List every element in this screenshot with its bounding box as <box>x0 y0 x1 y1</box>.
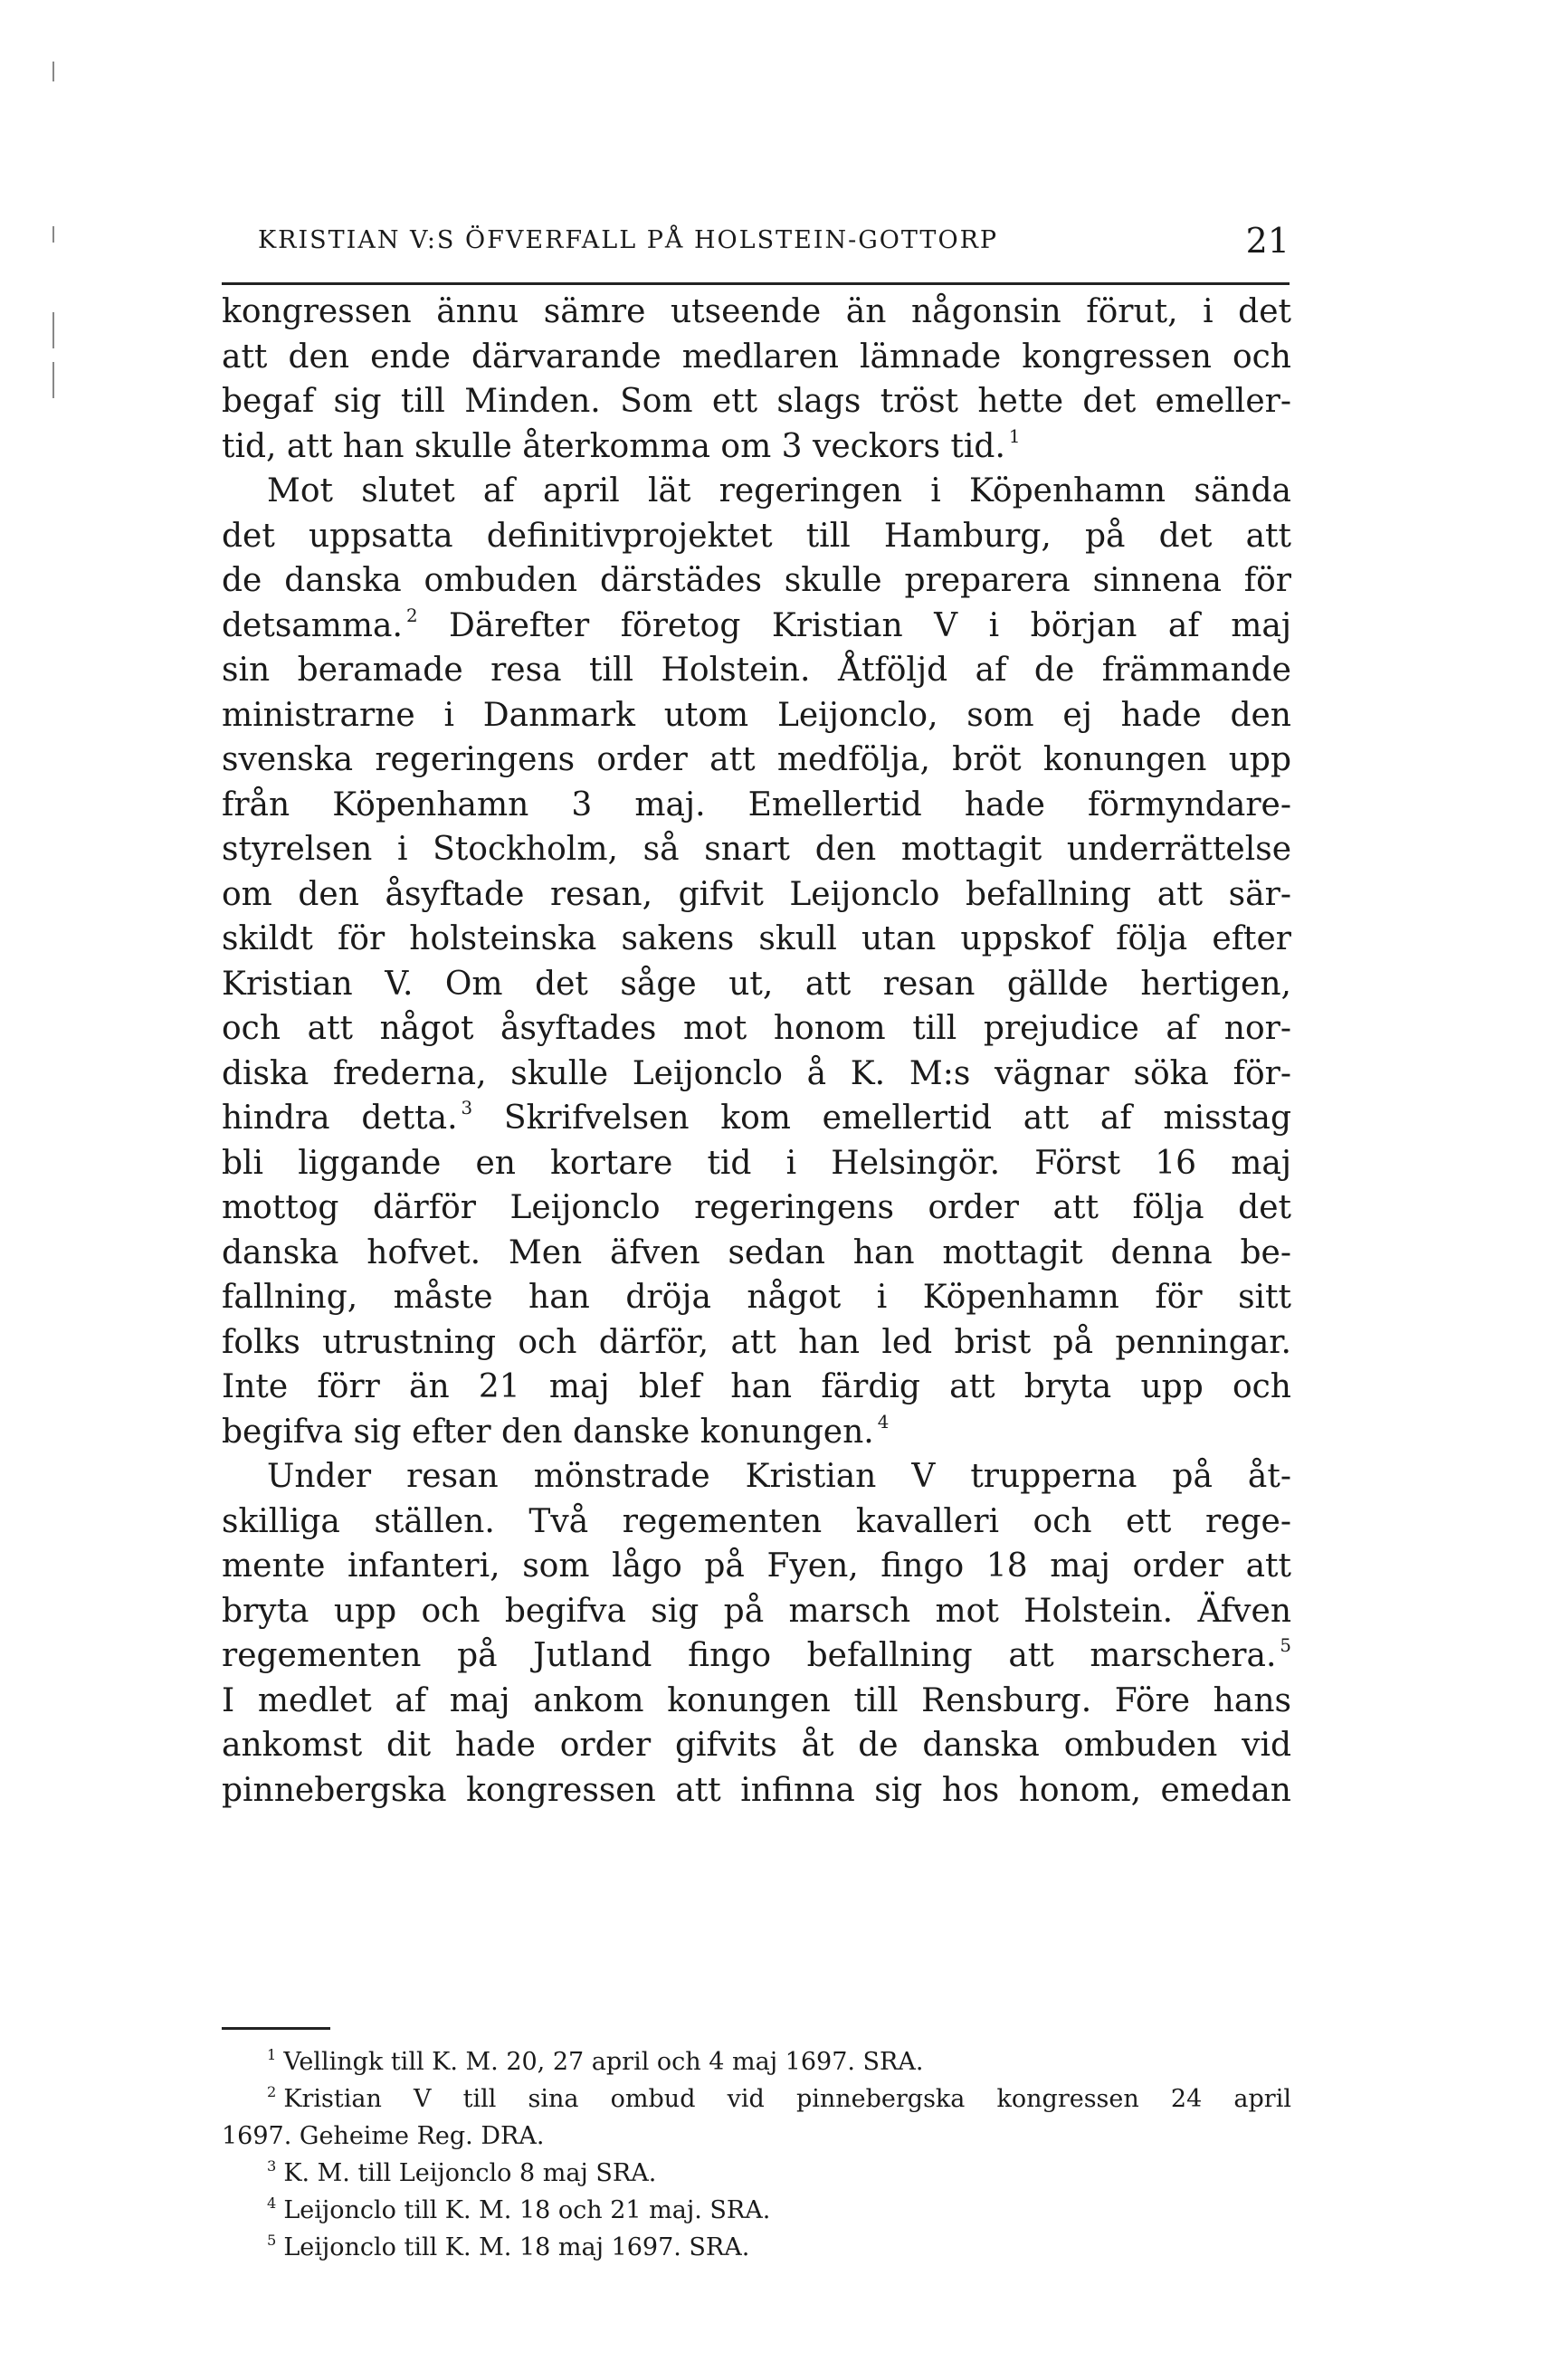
text-line: Mot slutet af april lät regeringen i Köpenhamn sända <box>267 472 1291 509</box>
footnote-text: 1697. Geheime Reg. DRA. <box>222 2122 545 2150</box>
text-line: danska hofvet. Men äfven sedan han mottagit denna be- <box>222 1233 1291 1271</box>
text-line: Inte förr än 21 maj blef han färdig att bryta upp och <box>222 1368 1291 1405</box>
text-line: diska frederna, skulle Leijonclo å K. M:s vägnar söka för- <box>222 1054 1291 1092</box>
footnote-marker: 2 <box>405 605 418 626</box>
text-line: Kristian V. Om det såge ut, att resan gällde hertigen, <box>222 965 1291 1003</box>
footnote-mark: 2 <box>267 2082 277 2100</box>
text-line: mente infanteri, som lågo på Fyen, fingo 18 maj order att <box>222 1547 1291 1585</box>
footnotes <box>222 2043 1291 2266</box>
footnote-text: Kristian V till sina ombud vid pinnebergska kongressen 24 april <box>283 2085 1291 2113</box>
scan-speck <box>52 362 54 398</box>
text-line: om den åsyftade resan, gifvit Leijonclo befallning att sär- <box>222 875 1291 913</box>
text-line: I medlet af maj ankom konungen till Rensburg. Före hans <box>222 1681 1291 1719</box>
text-line <box>222 1410 1291 1455</box>
text-line: och att något åsyftades mot honom till prejudice af nor- <box>222 1010 1291 1047</box>
footnote-marker: 1 <box>1008 425 1021 447</box>
text-line: begaf sig till Minden. Som ett slags tröst hette det emeller- <box>222 383 1291 420</box>
footnote <box>222 2080 1291 2118</box>
text-line: skilliga ställen. Två regementen kavalleri och ett rege- <box>222 1502 1291 1540</box>
footnote-rule <box>222 2027 330 2030</box>
footnote <box>222 2192 1291 2229</box>
text-line-content: Därefter företog Kristian V i början af maj <box>449 606 1291 644</box>
footnote <box>222 2229 1291 2266</box>
footnote-continuation <box>222 2118 1291 2155</box>
text-line <box>222 1096 1291 1141</box>
header-rule <box>222 282 1290 285</box>
footnote-text: Leijonclo till K. M. 18 maj 1697. SRA. <box>283 2233 750 2261</box>
text-line-content: detsamma. <box>222 606 403 644</box>
text-line-content: Skrifvelsen kom emellertid att af misstag <box>503 1100 1292 1137</box>
footnote-text: Leijonclo till K. M. 18 och 21 maj. SRA. <box>283 2196 771 2224</box>
text-line: det uppsatta definitivprojektet till Hamburg, på det att <box>222 517 1291 555</box>
text-line: bryta upp och begifva sig på marsch mot Holstein. Äfven <box>222 1592 1291 1630</box>
running-title: KRISTIAN V:S ÖFVERFALL PÅ HOLSTEIN-GOTTORP <box>258 226 999 254</box>
text-line: att den ende därvarande medlaren lämnade kongressen och <box>222 338 1291 376</box>
footnote-mark: 1 <box>267 2045 277 2063</box>
body-text <box>222 290 1291 1813</box>
text-line: ministrarne i Danmark utom Leijonclo, som ej hade den <box>222 696 1291 734</box>
footnote-mark: 3 <box>267 2156 277 2175</box>
text-line-content: regementen på Jutland fingo befallning att marschera. <box>222 1637 1277 1674</box>
text-line-content: tid, att han skulle återkomma om 3 veckors tid. <box>222 427 1005 465</box>
text-line <box>222 604 1291 649</box>
footnote-marker: 3 <box>461 1098 473 1119</box>
footnote-marker: 5 <box>1280 1635 1291 1657</box>
page-number: 21 <box>1245 221 1290 261</box>
footnote <box>222 2043 1291 2080</box>
footnote <box>222 2155 1291 2192</box>
text-line <box>222 1633 1291 1679</box>
text-line: folks utrustning och därför, att han led brist på penningar. <box>222 1323 1291 1361</box>
text-line: mottog därför Leijonclo regeringens order att följa det <box>222 1189 1291 1226</box>
text-line: de danska ombuden därstädes skulle preparera sinnena för <box>222 562 1291 599</box>
text-line: bli liggande en kortare tid i Helsingör. Först 16 maj <box>222 1144 1291 1182</box>
text-line-content: begifva sig efter den danske konungen. <box>222 1413 874 1451</box>
text-line: från Köpenhamn 3 maj. Emellertid hade förmyndare- <box>222 785 1291 823</box>
running-head <box>222 217 1290 271</box>
text-line: styrelsen i Stockholm, så snart den mottagit underrättelse <box>222 831 1291 868</box>
footnote-mark: 4 <box>267 2194 277 2212</box>
text-line-content: hindra detta. <box>222 1100 458 1137</box>
text-line: ankomst dit hade order gifvits åt de danska ombuden vid <box>222 1727 1291 1764</box>
text-line: sin beramade resa till Holstein. Åtföljd af de främmande <box>222 652 1291 689</box>
footnote-mark: 5 <box>267 2231 277 2249</box>
text-line: fallning, måste han dröja något i Köpenhamn för sitt <box>222 1279 1291 1316</box>
scan-speck <box>52 226 54 243</box>
footnote-marker: 4 <box>877 1411 890 1433</box>
footnote-text: K. M. till Leijonclo 8 maj SRA. <box>283 2159 657 2187</box>
scan-speck <box>52 312 54 348</box>
text-line <box>222 424 1291 470</box>
scan-speck <box>52 62 54 81</box>
text-line: skildt för holsteinska sakens skull utan uppskof följa efter <box>222 920 1291 957</box>
text-line: pinnebergska kongressen att infinna sig hos honom, emedan <box>222 1771 1291 1809</box>
footnote-text: Vellingk till K. M. 20, 27 april och 4 maj 1697. SRA. <box>283 2048 924 2076</box>
text-line: svenska regeringens order att medfölja, bröt konungen upp <box>222 741 1291 778</box>
text-line: kongressen ännu sämre utseende än någonsin förut, i det <box>222 293 1291 330</box>
text-line: Under resan mönstrade Kristian V trupperna på åt- <box>267 1458 1291 1495</box>
